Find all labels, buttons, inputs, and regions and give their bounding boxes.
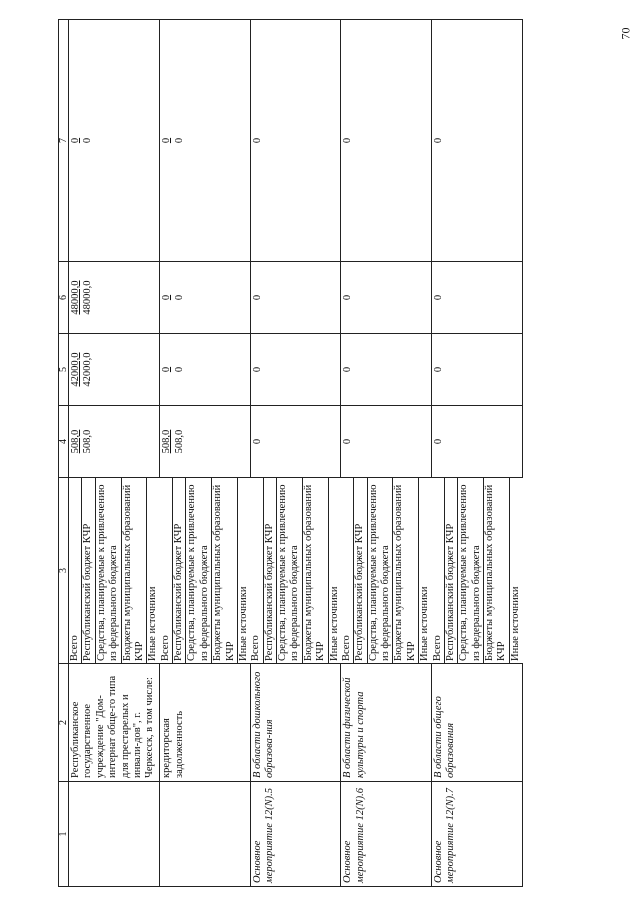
funding-source-item: Средства, планируемые к привлечению из федерального бюджета: [186, 478, 212, 663]
header-cell: 6: [59, 262, 69, 334]
rotated-table-wrapper: [58, 20, 616, 887]
funding-source-item: Республиканский бюджет КЧР: [173, 478, 186, 663]
value-item: 48000,0: [82, 280, 94, 315]
value-item: 0: [342, 438, 354, 445]
value-item: 508,0: [161, 429, 173, 454]
value-item: 42000,0: [82, 352, 94, 387]
measure-name-cell: В области общего образования: [432, 664, 523, 782]
value-cell: [69, 334, 160, 406]
value-item: 508,0: [82, 429, 94, 454]
funding-sources-cell: [341, 478, 432, 664]
value-item: 0: [173, 137, 185, 144]
header-cell: 2: [59, 664, 69, 782]
value-cell: [69, 262, 160, 334]
table-row: [250, 20, 341, 887]
value-cell: [432, 334, 523, 406]
value-cell: [160, 334, 251, 406]
funding-sources-cell: [69, 478, 160, 664]
value-item: 0: [433, 137, 444, 144]
value-cell: [250, 334, 341, 406]
funding-source-item: Бюджеты муниципальных образований КЧР: [393, 478, 419, 663]
value-item: 0: [342, 137, 354, 144]
measure-name-cell: В области дошкольного образова-ния: [250, 664, 341, 782]
table-row: [341, 20, 432, 887]
value-item: 0: [161, 137, 173, 144]
value-item: 508,0: [173, 429, 185, 454]
funding-source-item: Всего: [250, 478, 263, 663]
value-item: 0: [433, 438, 444, 445]
funding-sources-cell: [250, 478, 341, 664]
value-item: 0: [173, 294, 185, 301]
table-row: [432, 20, 523, 887]
value-item: 0: [342, 294, 354, 301]
funding-source-item: Бюджеты муниципальных образований КЧР: [484, 478, 510, 663]
value-item: 48000,0: [70, 280, 81, 315]
value-cell: [250, 406, 341, 478]
measure-label-cell: Основное мероприятие 12(N).6: [341, 782, 432, 887]
measure-label-cell: [69, 782, 160, 887]
funding-source-item: Средства, планируемые к привлечению из федерального бюджета: [368, 478, 394, 663]
funding-source-item: Средства, планируемые к привлечению из федерального бюджета: [96, 478, 122, 663]
measure-name-cell: кредиторская задолженность: [160, 664, 251, 782]
value-item: 42000,0: [70, 352, 81, 387]
value-item: 0: [161, 366, 173, 373]
table-body: [69, 20, 523, 887]
funding-source-item: Республиканский бюджет КЧР: [445, 478, 458, 663]
value-item: 0: [251, 438, 263, 445]
funding-source-item: Всего: [160, 478, 173, 663]
measure-label-cell: Основное мероприятие 12(N).5: [250, 782, 341, 887]
value-item: 0: [251, 137, 263, 144]
value-item: 508,0: [70, 429, 81, 454]
value-cell: [341, 406, 432, 478]
funding-source-item: Иные источники: [237, 586, 249, 661]
value-item: 0: [433, 294, 444, 301]
page-number: 70: [618, 27, 633, 40]
funding-source-item: Иные источники: [147, 586, 159, 661]
header-cell: 4: [59, 406, 69, 478]
value-cell: [341, 20, 432, 262]
funding-source-item: Республиканский бюджет КЧР: [354, 478, 367, 663]
funding-sources-cell: [160, 478, 251, 664]
value-cell: [432, 20, 523, 262]
funding-source-item: Республиканский бюджет КЧР: [264, 478, 277, 663]
measure-name-cell: В области физической культуры и спорта: [341, 664, 432, 782]
budget-table: [58, 19, 523, 887]
table-row: [160, 20, 251, 887]
funding-source-item: Всего: [432, 478, 445, 663]
table-row: [69, 20, 160, 887]
value-cell: [69, 406, 160, 478]
value-cell: [160, 20, 251, 262]
funding-source-item: Всего: [69, 478, 82, 663]
value-item: 0: [161, 294, 173, 301]
measure-label-cell: Основное мероприятие 12(N).7: [432, 782, 523, 887]
funding-source-item: Бюджеты муниципальных образований КЧР: [303, 478, 329, 663]
funding-source-item: Иные источники: [509, 586, 521, 661]
measure-name-cell: Республиканское государственное учреждение "Дом-интернат обще-го типа для престарелых и инвали-дов", г. Черкесск, в том числе:: [69, 664, 160, 782]
funding-source-item: Бюджеты муниципальных образований КЧР: [122, 478, 148, 663]
header-cell: 1: [59, 782, 69, 887]
header-cell: 5: [59, 334, 69, 406]
value-cell: [432, 262, 523, 334]
value-cell: [160, 406, 251, 478]
funding-source-item: Иные источники: [328, 586, 340, 661]
funding-source-item: Республиканский бюджет КЧР: [82, 478, 95, 663]
value-cell: [160, 262, 251, 334]
value-item: 0: [173, 366, 185, 373]
value-cell: [69, 20, 160, 262]
funding-source-item: Средства, планируемые к привлечению из федерального бюджета: [277, 478, 303, 663]
value-item: 0: [251, 294, 263, 301]
header-cell: 3: [59, 478, 69, 664]
value-item: 0: [70, 137, 81, 144]
value-cell: [250, 20, 341, 262]
funding-source-item: Всего: [341, 478, 354, 663]
funding-sources-cell: [432, 478, 523, 664]
funding-source-item: Иные источники: [419, 586, 431, 661]
value-cell: [250, 262, 341, 334]
value-cell: [432, 406, 523, 478]
value-item: 0: [251, 366, 263, 373]
value-item: 0: [433, 366, 444, 373]
header-row: [59, 20, 69, 887]
measure-label-cell: [160, 782, 251, 887]
value-cell: [341, 262, 432, 334]
value-item: 0: [342, 366, 354, 373]
funding-source-item: Средства, планируемые к привлечению из федерального бюджета: [458, 478, 484, 663]
value-cell: [341, 334, 432, 406]
funding-source-item: Бюджеты муниципальных образований КЧР: [212, 478, 238, 663]
header-cell: 7: [59, 20, 69, 262]
value-item: 0: [82, 137, 94, 144]
